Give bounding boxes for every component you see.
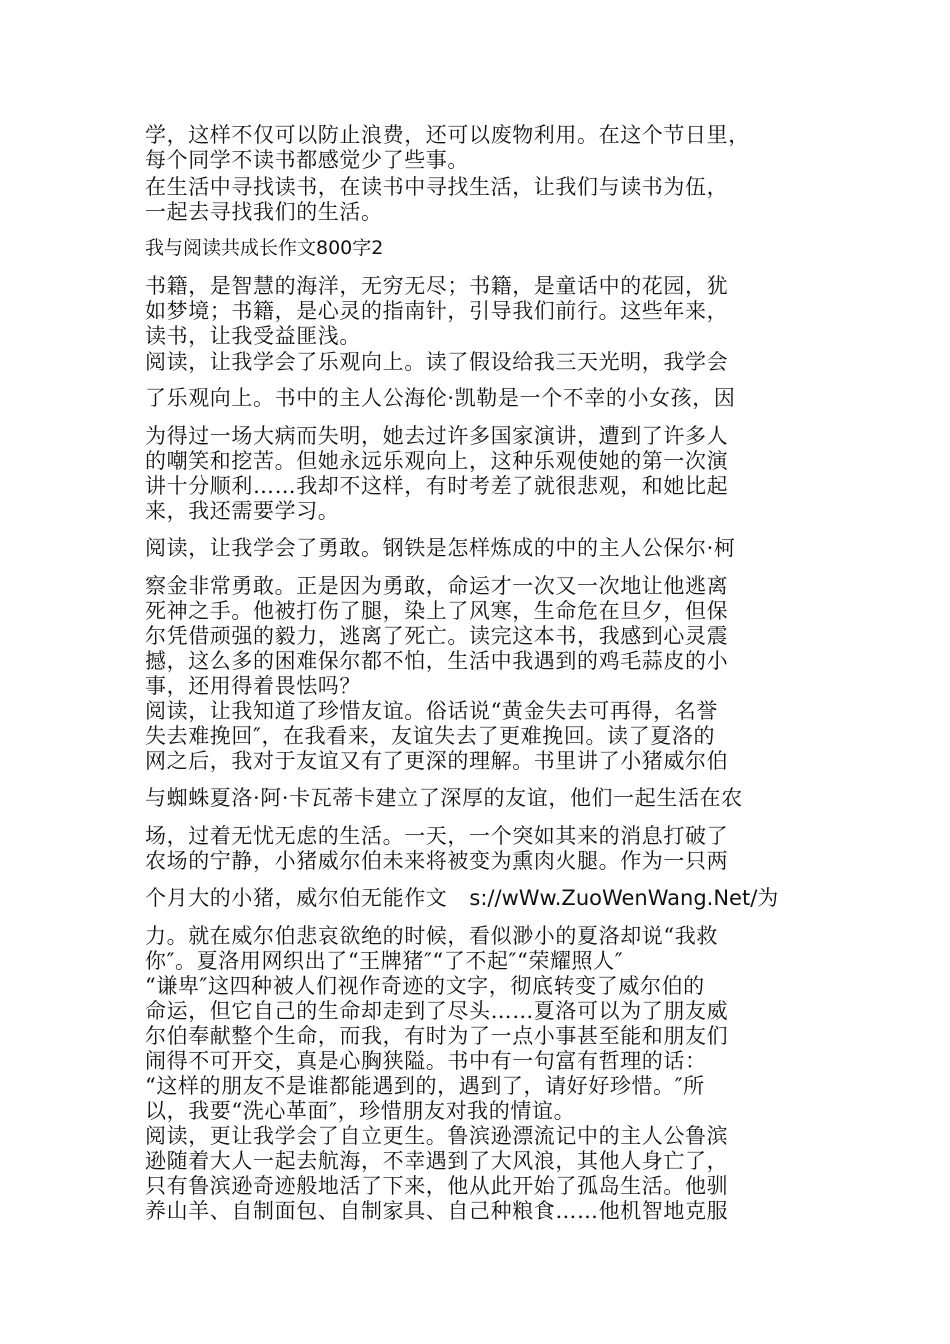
text-line: 死神之手。他被打伤了腿，染上了风寒，生命危在旦夕，但保 (145, 599, 729, 623)
text-line: 来，我还需要学习。 (145, 499, 340, 523)
text-line: 一起去寻找我们的生活。 (145, 200, 383, 224)
text-line: 力。就在威尔伯悲哀欲绝的时候，看似渺小的夏洛却说“我救 (145, 924, 718, 948)
text-line: 阅读，让我学会了乐观向上。读了假设给我三天光明，我学会 (145, 350, 729, 374)
text-line: 你″。夏洛用网织出了“王牌猪″“了不起″“荣耀照人″ (145, 949, 624, 973)
text-line: 阅读，更让我学会了自立更生。鲁滨逊漂流记中的主人公鲁滨 (145, 1124, 729, 1148)
text-line: “这样的朋友不是谁都能遇到的，遇到了，请好好珍惜。″所 (145, 1074, 705, 1098)
text-line: 尔伯奉献整个生命，而我，有时为了一点小事甚至能和朋友们 (145, 1024, 729, 1048)
text-line: 事，还用得着畏怯吗？ (145, 674, 361, 698)
text-line: 讲十分顺利……我却不这样，有时考差了就很悲观，和她比起 (145, 474, 729, 498)
watermark-link-text: s://wWw.ZuoWenWang.Net/为 (469, 886, 779, 910)
text-line: 以，我要“洗心革面″，珍惜朋友对我的情谊。 (145, 1099, 576, 1123)
text-line: 与蜘蛛夏洛·阿·卡瓦蒂卡建立了深厚的友谊，他们一起生活在农 (145, 786, 743, 810)
text-line (145, 886, 835, 911)
text-line: 尔凭借顽强的毅力，逃离了死亡。读完这本书，我感到心灵震 (145, 624, 729, 648)
text-line: 每个同学不读书都感觉少了些事。 (145, 148, 469, 172)
text-line: 农场的宁静，小猪威尔伯未来将被变为熏肉火腿。作为一只两 (145, 849, 729, 873)
text-line: 了乐观向上。书中的主人公海伦·凯勒是一个不幸的小女孩，因 (145, 386, 736, 410)
text-line: 在生活中寻找读书，在读书中寻找生活，让我们与读书为伍， (145, 175, 729, 199)
text-line: 养山羊、自制面包、自制家具、自己种粮食……他机智地克服 (145, 1199, 729, 1223)
text-line: 为得过一场大病而失明，她去过许多国家演讲，遭到了许多人 (145, 424, 729, 448)
text-line: 书籍，是智慧的海洋，无穷无尽；书籍，是童话中的花园，犹 (145, 274, 729, 298)
text-segment: 个月大的小猪，威尔伯无能作文 (145, 886, 448, 910)
text-line: 命运，但它自己的生命却走到了尽头……夏洛可以为了朋友威 (145, 999, 729, 1023)
text-line: 只有鲁滨逊奇迹般地活了下来，他从此开始了孤岛生活。他驯 (145, 1174, 729, 1198)
text-line: 阅读，让我学会了勇敢。钢铁是怎样炼成的中的主人公保尔·柯 (145, 536, 736, 560)
text-line: 闹得不可开交，真是心胸狭隘。书中有一句富有哲理的话： (145, 1049, 707, 1073)
section-heading: 我与阅读共成长作文800字2 (145, 237, 384, 259)
text-line: “谦卑″这四种被人们视作奇迹的文字，彻底转变了威尔伯的 (145, 974, 705, 998)
text-line: 场，过着无忧无虑的生活。一天，一个突如其来的消息打破了 (145, 824, 729, 848)
text-line: 的嘲笑和挖苦。但她永远乐观向上，这种乐观使她的第一次演 (145, 449, 729, 473)
text-line: 网之后，我对于友谊又有了更深的理解。书里讲了小猪威尔伯 (145, 749, 729, 773)
text-line: 阅读，让我知道了珍惜友谊。俗话说“黄金失去可再得，名誉 (145, 699, 718, 723)
text-line: 察金非常勇敢。正是因为勇敢，命运才一次又一次地让他逃离 (145, 574, 729, 598)
text-line: 撼，这么多的困难保尔都不怕，生活中我遇到的鸡毛蒜皮的小 (145, 649, 729, 673)
text-line: 如梦境；书籍，是心灵的指南针，引导我们前行。这些年来， (145, 299, 729, 323)
text-line: 读书，让我受益匪浅。 (145, 324, 361, 348)
text-line: 学，这样不仅可以防止浪费，还可以废物利用。在这个节日里， (145, 123, 750, 147)
text-line: 逊随着大人一起去航海，不幸遇到了大风浪，其他人身亡了， (145, 1149, 729, 1173)
text-line: 失去难挽回″，在我看来，友谊失去了更难挽回。读了夏洛的 (145, 724, 716, 748)
